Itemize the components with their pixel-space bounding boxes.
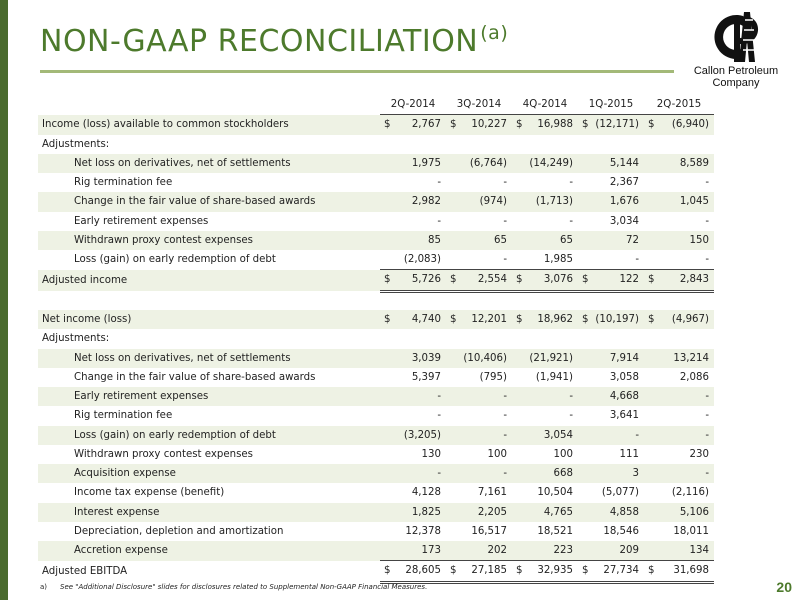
currency-symbol: $	[446, 115, 458, 135]
value-cell: 3,054	[524, 426, 578, 445]
value-cell: -	[705, 177, 709, 188]
table-row	[38, 541, 714, 561]
value-cell	[458, 135, 512, 154]
company-logo	[677, 10, 795, 92]
currency-symbol	[578, 522, 590, 541]
value-cell: (1,941)	[535, 371, 573, 383]
currency-symbol: $	[512, 561, 524, 582]
currency-symbol	[446, 483, 458, 502]
value-cell: 4,128	[411, 487, 441, 499]
currency-symbol: $	[380, 115, 392, 135]
value-cell: -	[569, 215, 573, 227]
value-cell: -	[392, 387, 446, 406]
currency-symbol	[446, 135, 458, 154]
row-label: Adjustments:	[42, 333, 110, 345]
row-label: Early retirement expenses	[38, 387, 380, 406]
row-label: Accretion expense	[38, 541, 380, 561]
row-label: Early retirement expenses	[74, 215, 209, 227]
currency-symbol: $	[644, 561, 656, 582]
value-cell: 668	[524, 464, 578, 483]
value-cell: 130	[421, 448, 441, 460]
currency-symbol	[380, 192, 392, 211]
currency-symbol	[512, 173, 524, 192]
currency-symbol	[644, 541, 656, 561]
currency-symbol: $	[644, 270, 656, 291]
row-label: Income (loss) available to common stockholders	[38, 115, 380, 135]
row-label: Loss (gain) on early redemption of debt	[38, 426, 380, 445]
currency-symbol	[380, 368, 392, 387]
currency-symbol	[644, 329, 656, 348]
currency-symbol	[644, 231, 656, 250]
value-cell: 202	[458, 541, 512, 561]
table-total-row	[38, 270, 714, 291]
value-cell: -	[458, 464, 512, 483]
currency-symbol	[446, 231, 458, 250]
currency-symbol	[446, 349, 458, 368]
value-cell	[524, 329, 578, 348]
currency-symbol	[380, 406, 392, 425]
value-cell: -	[458, 426, 512, 445]
value-cell: (10,406)	[458, 349, 512, 368]
currency-symbol	[512, 349, 524, 368]
value-cell: 12,201	[458, 310, 512, 329]
value-cell: 16,988	[524, 115, 578, 135]
currency-symbol	[578, 329, 590, 348]
row-label: Adjustments:	[42, 138, 110, 150]
currency-symbol	[446, 522, 458, 541]
value-cell: (6,764)	[458, 154, 512, 173]
currency-symbol: $	[512, 115, 524, 135]
footnote-text: See "Additional Disclosure" slides for disclosures related to Supplemental Non-GAAP Financial Measures.	[60, 583, 428, 591]
row-label: Adjusted income	[38, 270, 380, 291]
column-header: 3Q-2014	[446, 95, 512, 115]
value-cell: 18,011	[673, 525, 709, 537]
value-cell: -	[437, 410, 441, 422]
currency-symbol	[446, 368, 458, 387]
value-cell: (4,967)	[656, 310, 714, 329]
currency-symbol	[512, 231, 524, 250]
currency-symbol	[578, 387, 590, 406]
row-label: Interest expense	[38, 503, 380, 522]
currency-symbol	[644, 349, 656, 368]
table-row	[38, 426, 714, 445]
currency-symbol	[446, 212, 458, 231]
header-label-cell	[38, 95, 380, 115]
currency-symbol	[578, 250, 590, 270]
row-label: Change in the fair value of share-based awards	[74, 371, 316, 383]
currency-symbol	[512, 406, 524, 425]
value-cell: (2,116)	[671, 487, 709, 499]
value-cell: 8,589	[656, 154, 714, 173]
value-cell: 3,039	[392, 349, 446, 368]
value-cell: 173	[392, 541, 446, 561]
currency-symbol: $	[512, 270, 524, 291]
table-row	[38, 329, 714, 348]
currency-symbol	[380, 173, 392, 192]
table-row	[38, 483, 714, 502]
row-label: Net income (loss)	[38, 310, 380, 329]
value-cell: 4,668	[590, 387, 644, 406]
currency-symbol	[512, 250, 524, 270]
currency-symbol	[446, 503, 458, 522]
value-cell: 1,985	[543, 254, 573, 265]
value-cell: 2,767	[392, 115, 446, 135]
currency-symbol: $	[644, 115, 656, 135]
currency-symbol: $	[512, 310, 524, 329]
currency-symbol: $	[446, 270, 458, 291]
value-cell: 4,740	[392, 310, 446, 329]
column-header: 4Q-2014	[512, 95, 578, 115]
currency-symbol	[512, 426, 524, 445]
value-cell: 5,106	[656, 503, 714, 522]
value-cell: 122	[590, 270, 644, 291]
value-cell: 134	[656, 541, 714, 561]
value-cell: 65	[524, 231, 578, 250]
value-cell: 7,914	[590, 349, 644, 368]
table-total-row	[38, 561, 714, 582]
row-label: Acquisition expense	[38, 464, 380, 483]
currency-symbol	[512, 368, 524, 387]
table-row	[38, 349, 714, 368]
value-cell: 4,765	[524, 503, 578, 522]
currency-symbol	[512, 135, 524, 154]
currency-symbol	[512, 212, 524, 231]
currency-symbol	[446, 192, 458, 211]
value-cell	[656, 135, 714, 154]
value-cell: (974)	[458, 192, 512, 211]
currency-symbol	[380, 135, 392, 154]
currency-symbol	[644, 135, 656, 154]
currency-symbol	[380, 483, 392, 502]
currency-symbol	[644, 173, 656, 192]
value-cell: 32,935	[524, 561, 578, 582]
callon-cp-derrick-logo-icon	[703, 10, 769, 64]
value-cell: 16,517	[471, 525, 507, 537]
row-label: Net loss on derivatives, net of settlements	[38, 154, 380, 173]
value-cell: -	[524, 387, 578, 406]
currency-symbol	[380, 250, 392, 270]
value-cell: 31,698	[656, 561, 714, 582]
currency-symbol	[446, 426, 458, 445]
currency-symbol	[512, 541, 524, 561]
value-cell: -	[503, 410, 507, 422]
value-cell: 85	[392, 231, 446, 250]
value-cell: -	[705, 410, 709, 422]
row-label: Adjusted EBITDA	[42, 565, 128, 577]
value-cell: 223	[524, 541, 578, 561]
value-cell: 10,504	[537, 487, 573, 499]
table-row	[38, 445, 714, 464]
value-cell: 111	[619, 448, 639, 460]
table-row	[38, 231, 714, 250]
value-cell: 3,641	[609, 410, 639, 422]
currency-symbol	[512, 154, 524, 173]
column-header: 1Q-2015	[578, 95, 644, 115]
value-cell: 5,397	[411, 371, 441, 383]
page-title-text: NON-GAAP RECONCILIATION	[40, 24, 479, 59]
currency-symbol	[446, 406, 458, 425]
value-cell: -	[705, 215, 709, 227]
currency-symbol	[446, 445, 458, 464]
table-row	[38, 368, 714, 387]
reconciliation-table	[38, 95, 714, 584]
value-cell: 3,076	[524, 270, 578, 291]
currency-symbol	[380, 541, 392, 561]
value-cell: -	[705, 254, 709, 265]
currency-symbol	[446, 173, 458, 192]
value-cell	[524, 135, 578, 154]
value-cell: 2,205	[458, 503, 512, 522]
value-cell: 2,086	[679, 371, 709, 383]
value-cell: 3,034	[609, 215, 639, 227]
currency-symbol	[578, 406, 590, 425]
table-row	[38, 310, 714, 329]
row-label: Withdrawn proxy contest expenses	[38, 231, 380, 250]
currency-symbol	[380, 231, 392, 250]
currency-symbol	[578, 483, 590, 502]
currency-symbol: $	[578, 115, 590, 135]
currency-symbol	[578, 368, 590, 387]
value-cell: -	[656, 464, 714, 483]
value-cell: -	[437, 215, 441, 227]
value-cell: 1,975	[392, 154, 446, 173]
value-cell: 5,726	[392, 270, 446, 291]
currency-symbol	[512, 522, 524, 541]
company-name	[677, 65, 795, 89]
value-cell: 2,367	[609, 177, 639, 188]
table-header-row	[38, 95, 714, 115]
value-cell	[590, 135, 644, 154]
row-label: Withdrawn proxy contest expenses	[74, 448, 253, 460]
currency-symbol	[446, 541, 458, 561]
column-header: 2Q-2014	[380, 95, 446, 115]
value-cell: 4,858	[590, 503, 644, 522]
column-header: 2Q-2015	[644, 95, 714, 115]
value-cell: 3,058	[609, 371, 639, 383]
table-row	[38, 154, 714, 173]
currency-symbol	[380, 349, 392, 368]
currency-symbol	[644, 426, 656, 445]
table-row	[38, 250, 714, 270]
value-cell	[590, 329, 644, 348]
currency-symbol: $	[380, 310, 392, 329]
currency-symbol	[380, 212, 392, 231]
table-row	[38, 522, 714, 541]
value-cell: 1,045	[656, 192, 714, 211]
value-cell: -	[392, 464, 446, 483]
value-cell: 27,734	[590, 561, 644, 582]
row-label: Income tax expense (benefit)	[74, 487, 225, 499]
value-cell: 65	[458, 231, 512, 250]
value-cell: 10,227	[458, 115, 512, 135]
currency-symbol	[578, 445, 590, 464]
currency-symbol	[578, 231, 590, 250]
row-label: Net loss on derivatives, net of settlements	[38, 349, 380, 368]
currency-symbol: $	[578, 270, 590, 291]
value-cell: -	[656, 387, 714, 406]
title-underline	[40, 70, 674, 73]
currency-symbol	[578, 541, 590, 561]
value-cell: 18,546	[603, 525, 639, 537]
value-cell: (795)	[479, 371, 507, 383]
value-cell: -	[635, 254, 639, 265]
company-name-line2: Company	[712, 77, 760, 89]
currency-symbol: $	[578, 310, 590, 329]
table-row	[38, 406, 714, 425]
value-cell: 3	[590, 464, 644, 483]
currency-symbol	[512, 192, 524, 211]
table-row	[38, 173, 714, 192]
title-footnote-marker: (a)	[480, 22, 509, 44]
value-cell: (5,077)	[601, 487, 639, 499]
value-cell: 18,521	[537, 525, 573, 537]
row-label: Rig termination fee	[74, 410, 173, 422]
value-cell: (10,197)	[590, 310, 644, 329]
currency-symbol	[644, 387, 656, 406]
currency-symbol	[512, 503, 524, 522]
value-cell: (3,205)	[392, 426, 446, 445]
value-cell: 1,676	[590, 192, 644, 211]
value-cell: (21,921)	[524, 349, 578, 368]
table-row	[38, 135, 714, 154]
currency-symbol	[578, 464, 590, 483]
currency-symbol	[578, 173, 590, 192]
value-cell: (6,940)	[656, 115, 714, 135]
company-name-line1: Callon Petroleum	[693, 65, 779, 77]
currency-symbol: $	[578, 561, 590, 582]
currency-symbol	[380, 426, 392, 445]
table-row	[38, 192, 714, 211]
currency-symbol	[644, 483, 656, 502]
currency-symbol	[512, 329, 524, 348]
value-cell: -	[656, 426, 714, 445]
currency-symbol	[578, 212, 590, 231]
table-row	[38, 115, 714, 135]
currency-symbol	[644, 368, 656, 387]
currency-symbol	[644, 192, 656, 211]
value-cell: 2,554	[458, 270, 512, 291]
value-cell: 230	[689, 448, 709, 460]
row-label: Change in the fair value of share-based awards	[38, 192, 380, 211]
currency-symbol	[446, 387, 458, 406]
value-cell: -	[569, 177, 573, 188]
value-cell: 100	[487, 448, 507, 460]
value-cell: 209	[590, 541, 644, 561]
currency-symbol	[644, 212, 656, 231]
value-cell: 2,843	[656, 270, 714, 291]
currency-symbol	[578, 154, 590, 173]
value-cell: 72	[590, 231, 644, 250]
currency-symbol	[644, 250, 656, 270]
currency-symbol	[446, 250, 458, 270]
footnote-marker: a)	[40, 583, 48, 591]
value-cell	[392, 329, 446, 348]
value-cell: -	[437, 177, 441, 188]
value-cell: 13,214	[656, 349, 714, 368]
currency-symbol	[578, 192, 590, 211]
currency-symbol	[380, 329, 392, 348]
left-accent-bar	[0, 0, 8, 600]
value-cell	[458, 329, 512, 348]
value-cell: 27,185	[458, 561, 512, 582]
currency-symbol	[446, 464, 458, 483]
value-cell: 28,605	[392, 561, 446, 582]
value-cell: 150	[656, 231, 714, 250]
row-label: Rig termination fee	[74, 177, 173, 188]
value-cell: (1,713)	[524, 192, 578, 211]
section-spacer	[38, 291, 714, 310]
currency-symbol	[644, 154, 656, 173]
value-cell: -	[503, 177, 507, 188]
currency-symbol	[446, 154, 458, 173]
value-cell: 18,962	[524, 310, 578, 329]
currency-symbol	[380, 445, 392, 464]
value-cell: (12,171)	[590, 115, 644, 135]
value-cell: (2,083)	[403, 254, 441, 265]
currency-symbol	[644, 522, 656, 541]
value-cell: 100	[553, 448, 573, 460]
currency-symbol	[512, 464, 524, 483]
currency-symbol: $	[380, 270, 392, 291]
currency-symbol	[512, 445, 524, 464]
value-cell: -	[590, 426, 644, 445]
currency-symbol	[644, 445, 656, 464]
value-cell: -	[458, 387, 512, 406]
currency-symbol: $	[380, 561, 392, 582]
value-cell: 5,144	[590, 154, 644, 173]
currency-symbol	[644, 406, 656, 425]
value-cell: 7,161	[477, 487, 507, 499]
currency-symbol: $	[644, 310, 656, 329]
value-cell: 1,825	[392, 503, 446, 522]
value-cell: 12,378	[405, 525, 441, 537]
currency-symbol	[380, 387, 392, 406]
currency-symbol	[644, 503, 656, 522]
footnote	[40, 583, 427, 591]
currency-symbol: $	[446, 561, 458, 582]
value-cell: (14,249)	[524, 154, 578, 173]
row-label: Depreciation, depletion and amortization	[74, 525, 284, 537]
value-cell: 2,982	[392, 192, 446, 211]
page-title	[40, 22, 508, 59]
value-cell: -	[569, 410, 573, 422]
currency-symbol	[512, 387, 524, 406]
currency-symbol	[380, 522, 392, 541]
table-row	[38, 464, 714, 483]
currency-symbol: $	[446, 310, 458, 329]
currency-symbol	[380, 464, 392, 483]
value-cell	[392, 135, 446, 154]
currency-symbol	[380, 154, 392, 173]
table-row	[38, 503, 714, 522]
currency-symbol	[578, 349, 590, 368]
currency-symbol	[578, 503, 590, 522]
currency-symbol	[578, 426, 590, 445]
value-cell: -	[503, 215, 507, 227]
currency-symbol	[446, 329, 458, 348]
currency-symbol	[380, 503, 392, 522]
currency-symbol	[644, 464, 656, 483]
page-number: 20	[776, 579, 792, 595]
table-row	[38, 387, 714, 406]
table-row	[38, 212, 714, 231]
currency-symbol	[512, 483, 524, 502]
row-label: Loss (gain) on early redemption of debt	[74, 254, 276, 266]
value-cell	[656, 329, 714, 348]
value-cell: -	[503, 254, 507, 265]
currency-symbol	[578, 135, 590, 154]
